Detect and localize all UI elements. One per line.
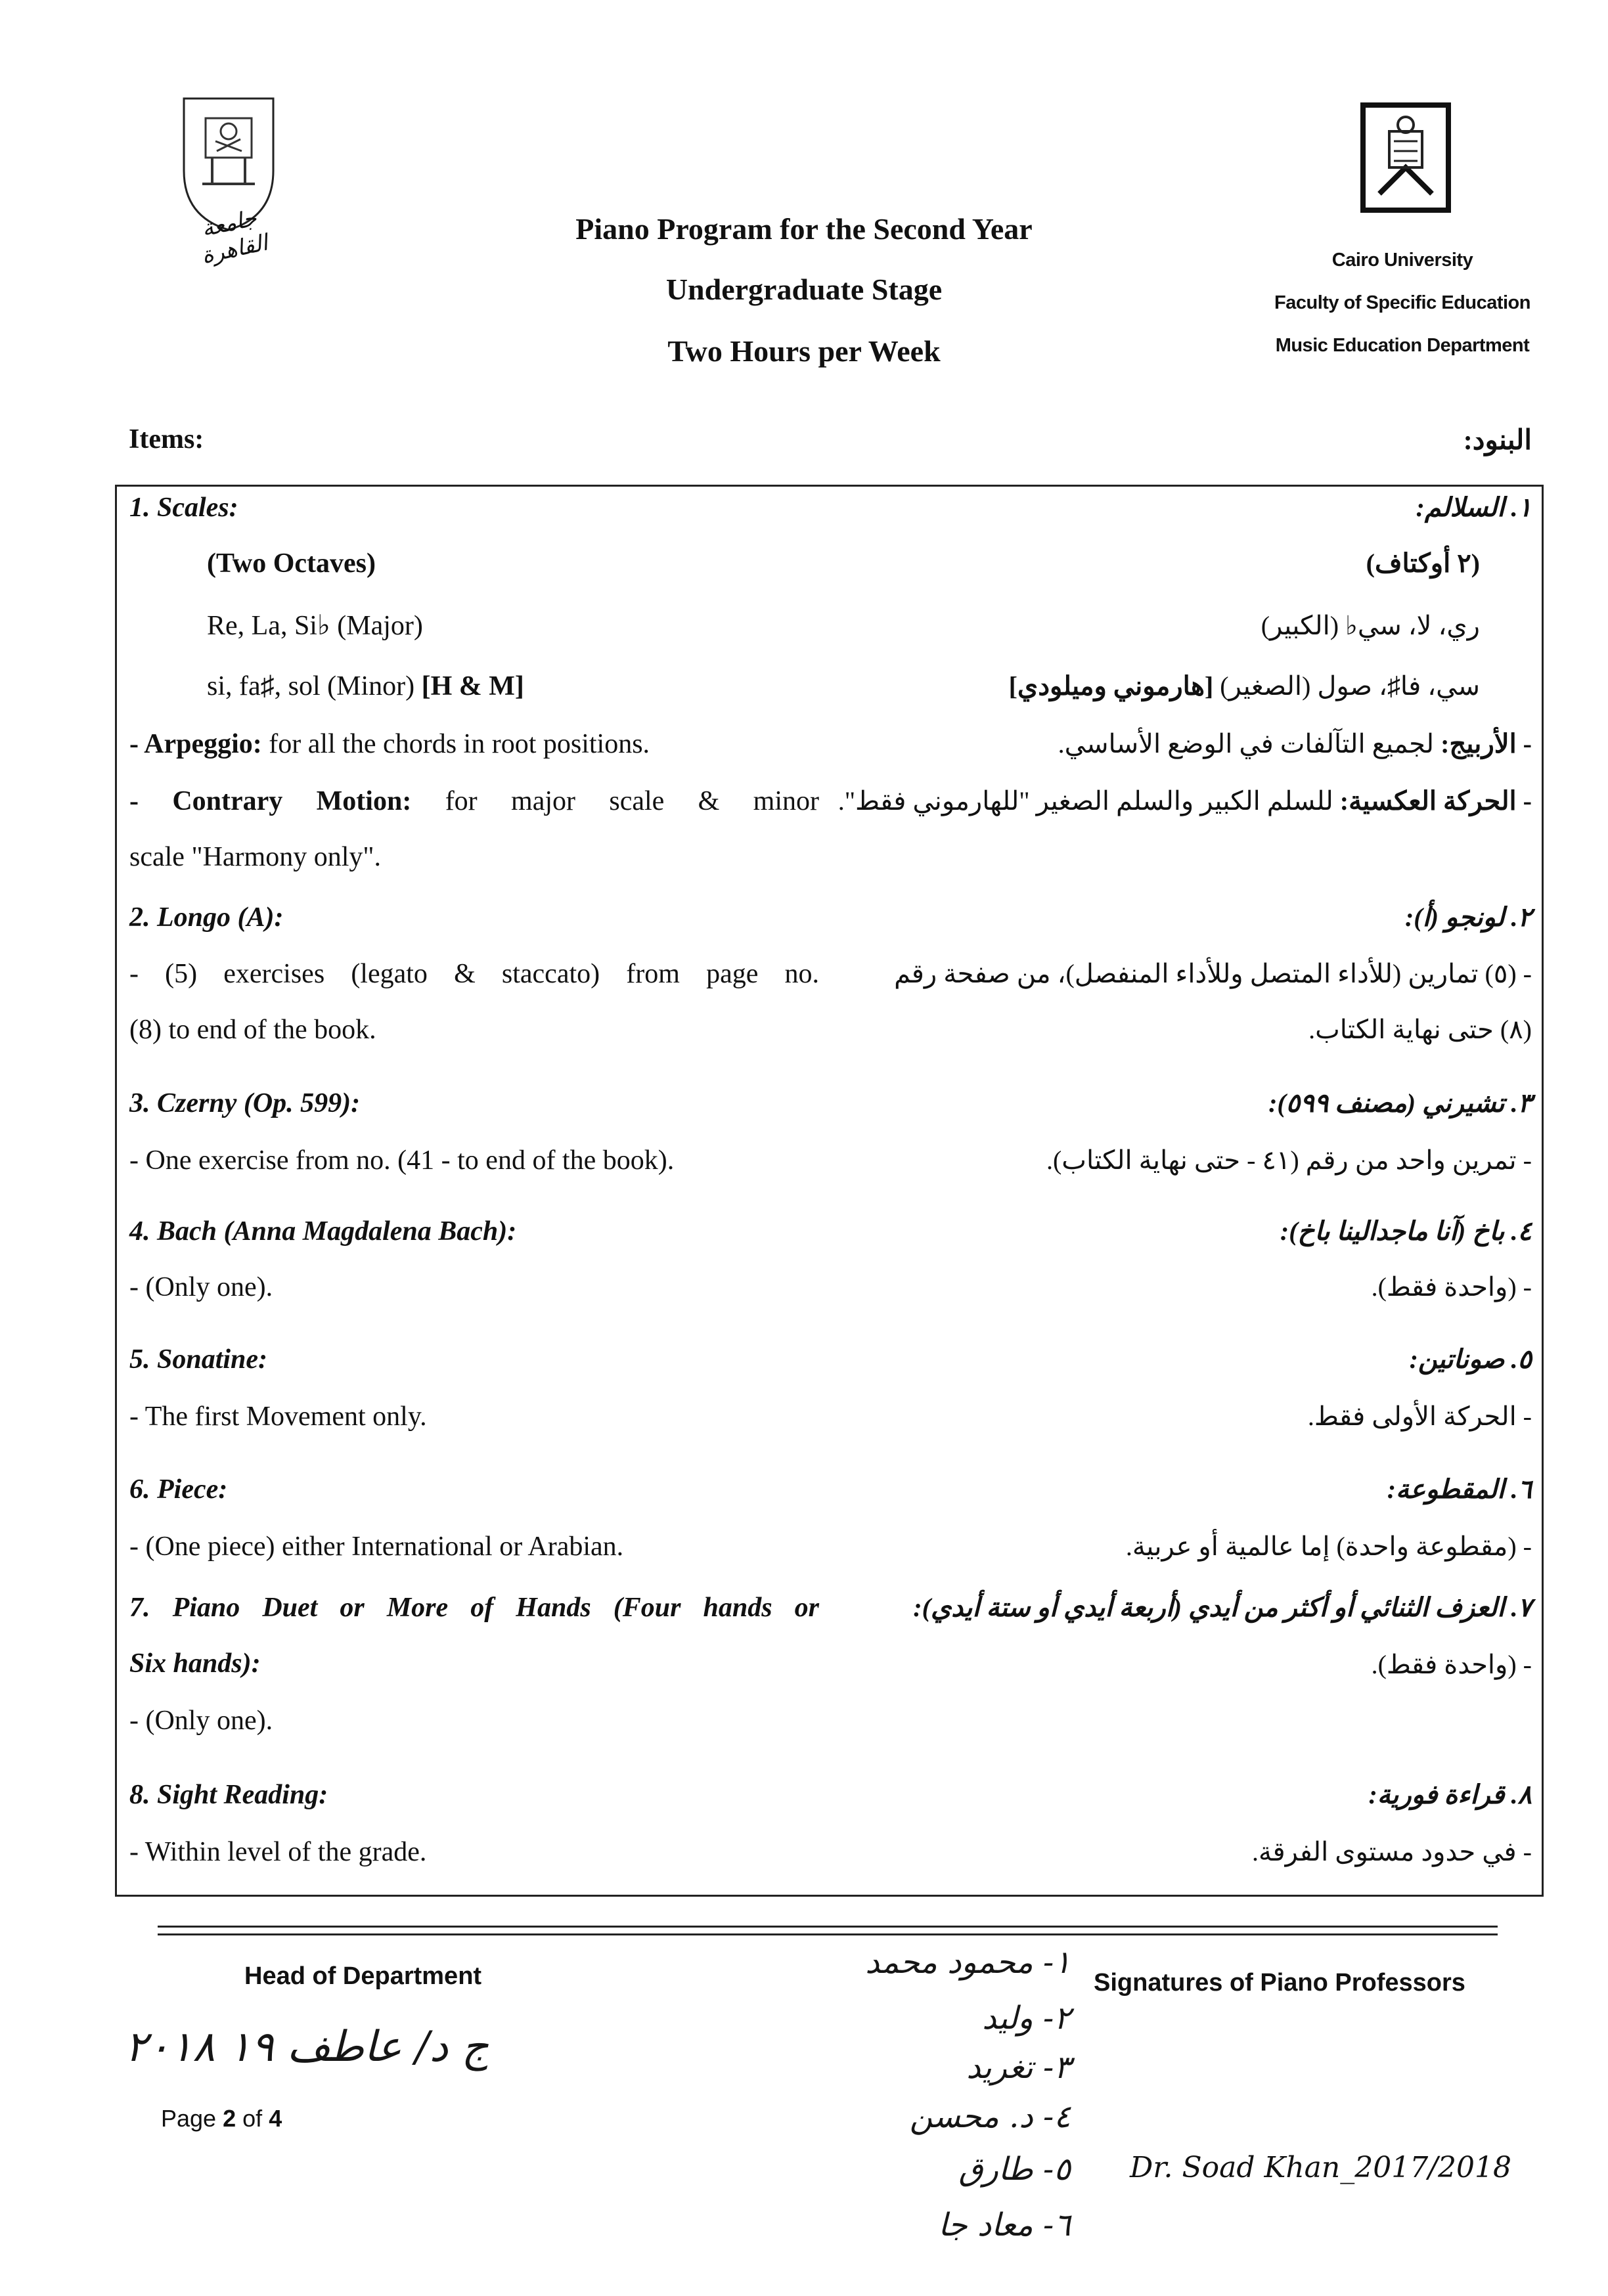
sight-line-ar: - في حدود مستوى الفرقة. [1252, 1837, 1532, 1866]
logo-left-caption: جامعة القاهرة [199, 206, 270, 269]
university-name: Cairo University [1331, 250, 1473, 271]
contrary-text-en: for major scale & minor [445, 786, 820, 816]
contrary-label-ar: - الحركة العكسية: [1339, 786, 1532, 816]
signatures-label: Signatures of Piano Professors [1094, 1969, 1465, 1997]
page-total: 4 [269, 2105, 282, 2132]
sight-line-en: - Within level of the grade. [129, 1837, 427, 1867]
faculty-logo [1360, 102, 1452, 213]
minor-scales-ar [738, 670, 1480, 703]
scales-title-ar: ١. السلالم: [1416, 493, 1532, 522]
sonatine-title-en: 5. Sonatine: [129, 1344, 268, 1375]
longo-line2-ar: (٨) حتى نهاية الكتاب. [1308, 1015, 1532, 1044]
sonatine-line-en: - The first Movement only. [129, 1402, 427, 1432]
czerny-line-en: - One exercise from no. (41 - to end of the book). [129, 1145, 675, 1176]
contrary-motion-en [129, 785, 819, 818]
bach-title-en: 4. Bach (Anna Magdalena Bach): [129, 1216, 517, 1247]
czerny-line-ar: - تمرين واحد من رقم (٤١ - حتى نهاية الكتاب). [1046, 1145, 1532, 1175]
bach-line-ar: - (واحدة فقط). [1371, 1272, 1532, 1302]
items-label-ar: البنود: [1463, 426, 1532, 456]
minor-scales-en-main: si, fa♯, sol (Minor) [207, 671, 415, 701]
items-label-en: Items: [129, 424, 204, 454]
minor-scales-en-type: [H & M] [421, 671, 524, 701]
bach-line-en: - (Only one). [129, 1272, 273, 1302]
sonatine-line-ar: - الحركة الأولى فقط. [1307, 1402, 1532, 1431]
minor-scales-ar-main: سي، فا♯، صول (الصغير) [1220, 671, 1480, 701]
contrary-text-ar: للسلم الكبير والسلم الصغير "للهارموني فقط". [838, 786, 1333, 816]
longo-line1-ar: - (٥) تمارين (للأداء المتصل وللأداء المنفصل)، من صفحة رقم [894, 959, 1532, 988]
longo-title-ar: ٢. لونجو (أ): [1404, 902, 1532, 932]
scales-title-en: 1. Scales: [129, 493, 238, 523]
czerny-title-en: 3. Czerny (Op. 599): [129, 1088, 361, 1118]
contrary-motion-ar [790, 785, 1532, 818]
page-indicator [161, 2105, 282, 2132]
professor-signature: ١- محمود محمد [865, 1944, 1071, 1981]
professor-signature: ٢- وليد [982, 2000, 1071, 2037]
faculty-name: Faculty of Specific Education [1274, 292, 1530, 313]
page-current: 2 [223, 2105, 236, 2132]
contrary-text-en-line2: scale "Harmony only". [129, 842, 382, 872]
octaves-ar: (٢ أوكتاف) [1366, 548, 1480, 578]
duet-title-ar: ٧. العزف الثنائي أو أكثر من أيدي (أربعة أيدي أو ستة أيدي): [913, 1593, 1532, 1622]
professor-signature: ٥- طارق [958, 2151, 1071, 2188]
author-credit: Dr. Soad Khan_2017/2018 [1130, 2151, 1512, 2184]
octaves-en: (Two Octaves) [207, 548, 376, 579]
footer-divider-top [158, 1926, 1498, 1928]
sight-title-ar: ٨. قراءة فورية: [1368, 1780, 1532, 1809]
professor-signature: ٦- معاد جا [938, 2207, 1071, 2243]
hours-title: Two Hours per Week [667, 334, 941, 368]
piece-title-en: 6. Piece: [129, 1474, 228, 1505]
arpeggio-ar [790, 728, 1532, 761]
longo-line1-en: - (5) exercises (legato & staccato) from page no. [129, 959, 819, 989]
professor-signature: ٣- تغريد [966, 2049, 1071, 2086]
arpeggio-text-ar: لجميع التآلفات في الوضع الأساسي. [1058, 729, 1435, 759]
sonatine-title-ar: ٥. صوناتين: [1409, 1344, 1532, 1374]
longo-line2-en: (8) to end of the book. [129, 1015, 376, 1045]
stage-title: Undergraduate Stage [665, 273, 943, 306]
page-prefix: Page [161, 2105, 217, 2132]
contrary-label-en: - Contrary Motion: [129, 786, 412, 816]
sight-title-en: 8. Sight Reading: [129, 1780, 328, 1810]
head-of-department-signature: ج د/ عاطف ١٩ ٢٠١٨ [125, 2023, 489, 2071]
arpeggio-label-en: - Arpeggio: [129, 729, 262, 759]
duet-title-en-line2: Six hands): [129, 1648, 261, 1679]
duet-line-ar: - (واحدة فقط). [1371, 1650, 1532, 1679]
duet-line-en: - (Only one). [129, 1706, 273, 1736]
program-title: Piano Program for the Second Year [575, 212, 1033, 246]
minor-scales-ar-type: [هارموني وميلودي] [1008, 671, 1214, 701]
major-scales-ar: ري، لا، سي♭ (الكبير) [1261, 611, 1480, 640]
duet-title-en-line1: 7. Piano Duet or More of Hands (Four hands or [129, 1593, 819, 1623]
czerny-title-ar: ٣. تشيرني (مصنف ٥٩٩): [1268, 1088, 1532, 1118]
arpeggio-label-ar: - الأربيج: [1440, 729, 1532, 759]
department-name: Music Education Department [1275, 335, 1530, 356]
arpeggio-text-en: for all the chords in root positions. [269, 729, 650, 759]
longo-title-en: 2. Longo (A): [129, 902, 284, 933]
piece-line-ar: - (مقطوعة واحدة) إما عالمية أو عربية. [1125, 1532, 1532, 1561]
footer-divider-bottom [158, 1933, 1498, 1935]
major-scales-en: Re, La, Si♭ (Major) [207, 611, 423, 641]
page-of: of [242, 2105, 263, 2132]
piece-title-ar: ٦. المقطوعة: [1387, 1474, 1532, 1504]
bach-title-ar: ٤. باخ (آنا ماجدالينا باخ): [1280, 1216, 1532, 1246]
professor-signature: ٤- د. محسن [909, 2098, 1071, 2135]
piece-line-en: - (One piece) either International or Arabian. [129, 1532, 624, 1562]
arpeggio-en [129, 728, 819, 761]
head-of-department-label: Head of Department [244, 1962, 482, 1990]
